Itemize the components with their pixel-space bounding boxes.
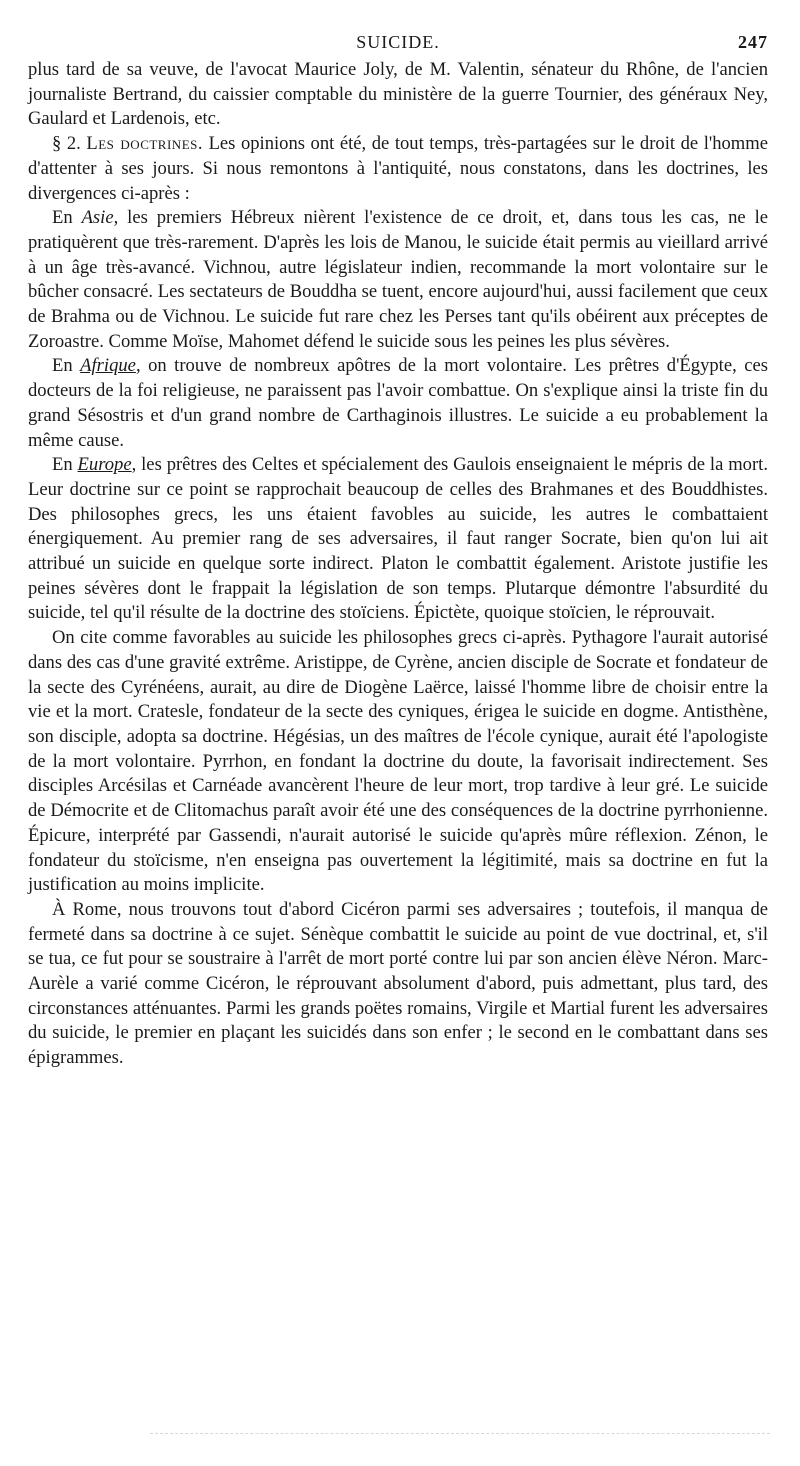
paragraph-text: , on trouve de nombreux apôtres de la mort volontaire. Les prêtres d'Égypte, ces docteurs de la foi religieuse, ne paraissent pas l'avoir combattue. On s'explique ainsi la triste fin du grand Sésostris et d'un grand nombre de Carthaginois illustres. Le suicide a eu probablement la même cause. <box>28 355 768 451</box>
paragraph-text: Les opinions ont été, de tout temps, très-partagées sur le droit de l'homme d'attenter à ses jours. Si nous remontons à l'antiquité, nous constatons, dans les doctrines, les divergences ci-après : <box>28 133 768 204</box>
paragraph-text: , les premiers Hébreux nièrent l'existence de ce droit, et, dans tous les cas, ne le pratiquèrent que très-rarement. D'après les lois de Manou, le suicide était permis au vieillard arrivé à un âge très-avancé. Vichnou, autre législateur indien, recommande la mort volontaire sur le bûcher consacré. Les sectateurs de Bouddha se tuent, encore aujourd'hui, aussi facilement que ceux de Brahma ou de Vichnou. Le suicide fut rare chez les Perses tant qu'ils obéirent aux préceptes de Zoroastre. Comme Moïse, Mahomet défend le suicide sous les peines les plus sévères. <box>28 207 768 352</box>
paragraph-lead: En <box>52 207 82 229</box>
paragraph-europe <box>28 453 768 626</box>
paragraph-lead: En <box>52 454 78 476</box>
place-name-afrique: Afrique <box>80 355 136 377</box>
place-name-asie: Asie <box>81 207 114 229</box>
paragraph-afrique <box>28 354 768 453</box>
running-title: SUICIDE. <box>356 32 440 52</box>
page-number: 247 <box>738 32 768 52</box>
book-page <box>28 30 768 1071</box>
paragraph-rome: À Rome, nous trouvons tout d'abord Cicéron parmi ses adversaires ; toutefois, il manqua de fermeté dans sa doctrine à ce sujet. Sénèque combattit le suicide au point de vue doctrinal, et, s'il se tua, ce fut pour se soustraire à l'arrêt de mort porté contre lui par son ancien élève Néron. Marc-Aurèle a varié comme Cicéron, le réprouvant absolument d'abord, puis admettant, plus tard, des circonstances atténuantes. Parmi les grands poëtes romains, Virgile et Martial furent les adversaires du suicide, le premier en plaçant les suicidés dans son enfer ; le second en le combattant dans ses épigrammes. <box>28 898 768 1069</box>
section-heading: Les doctrines. <box>86 133 204 155</box>
paragraph-doctrines-intro <box>28 132 768 206</box>
paragraph-greek-philosophers: On cite comme favorables au suicide les philosophes grecs ci-après. Pythagore l'aurait autorisé dans des cas d'une gravité extrême. Aristippe, de Cyrène, ancien disciple de Socrate et fondateur de la secte des Cyrénéens, aurait, au dire de Diogène Laërce, laissé l'homme libre de choisir entre la vie et la mort. Cratesle, fondateur de la secte des cyniques, érigea le suicide en dogme. Antisthène, son disciple, adopta sa doctrine. Hégésias, un des maîtres de l'école cynique, aurait été l'apologiste de la mort volontaire. Pyrrhon, en fondant la doctrine du doute, la favorisait indirectement. Ses disciples Arcésilas et Carnéade avancèrent l'heure de leur mort, trop tardive à leur gré. Le suicide de Démocrite et de Clitomachus paraît avoir été une des conséquences de la doctrine pyrrhonienne. Épicure, interprété par Gassendi, n'aurait autorisé le suicide qu'après mûre réflexion. Zénon, le fondateur du stoïcisme, n'en enseigna pas ouvertement la légitimité, mais sa doctrine en fut la justification au moins implicite. <box>28 627 768 896</box>
paragraph-lead: En <box>52 355 81 377</box>
running-head <box>28 30 768 58</box>
footer-rule <box>150 1433 770 1435</box>
body-text <box>28 58 768 1071</box>
paragraph-asie <box>28 206 768 354</box>
place-name-europe: Europe <box>77 454 132 476</box>
section-number: § 2. <box>52 133 81 155</box>
paragraph-text: , les prêtres des Celtes et spécialement des Gaulois enseignaient le mépris de la mort. Leur doctrine sur ce point se rapprochait beaucoup de celles des Brahmanes et des Bouddhistes. Des philosophes grecs, les uns étaient favobles au suicide, les autres le combattaient énergiquement. Au premier rang de ses adversaires, il faut ranger Socrate, bien qu'on lui ait attribué un suicide en quelque sorte indirect. Platon le combattit également. Aristote justifie les peines sévères dont le frappait la législation de son temps. Plutarque démontre l'absurdité du suicide, tel qu'il résulte de la doctrine des stoïciens. Épictète, quoique stoïcien, le réprouvait. <box>28 454 768 624</box>
paragraph-continuation: plus tard de sa veuve, de l'avocat Maurice Joly, de M. Valentin, sénateur du Rhône, de l'ancien journaliste Bertrand, du caissier comptable du ministère de la guerre Tournier, des généraux Ney, Gaulard et Lardenois, etc. <box>28 59 768 130</box>
